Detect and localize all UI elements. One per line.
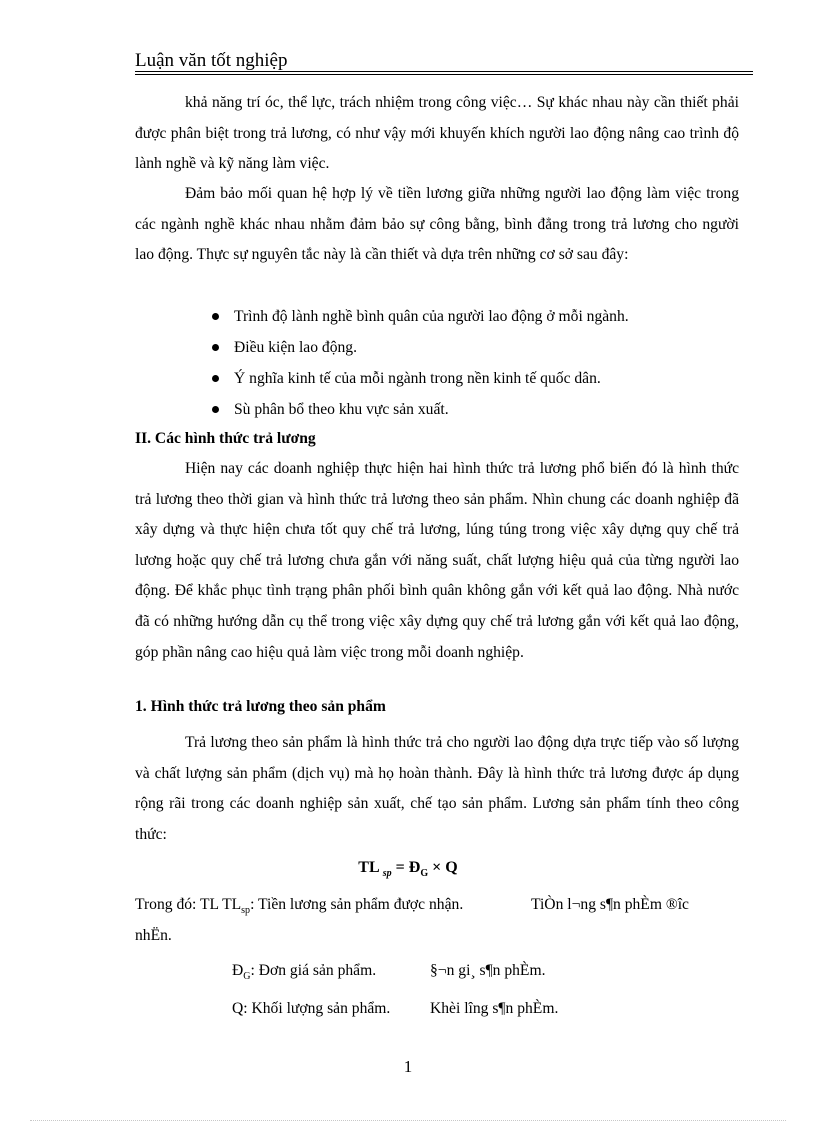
bullet-list — [210, 301, 740, 425]
legend-tl2: TL — [218, 896, 242, 913]
paragraph-1: khả năng trí óc, thể lực, trách nhiệm trong công việc… Sự khác nhau này cần thiết phải được phân biệt trong trả lương, có như vậy mới khuyến khích người lao động nâng cao trình độ lành nghề và kỹ năng làm việc. — [135, 94, 739, 173]
formula-lhs-sub: sp — [382, 868, 392, 880]
bullet-text: Ý nghĩa kinh tế của mỗi ngành trong nền kinh tế quốc dân. — [234, 370, 601, 387]
legend-dg-garbled: §¬n gi¸ s¶n phÈm. — [430, 962, 546, 979]
formula-lhs: TL — [358, 859, 379, 876]
header-title: Luận văn tốt nghiệp — [135, 50, 288, 71]
formula-rhs: × Q — [428, 859, 458, 876]
legend-dg-desc: : Đơn giá sản phẩm. — [250, 962, 377, 979]
legend-tl-garbled: TiÒn l¬ng s¶n phÈm ®îc — [531, 896, 689, 913]
legend-tl — [135, 894, 463, 922]
section-heading-2: II. Các hình thức trả lương — [135, 430, 316, 447]
legend-dg — [232, 960, 376, 988]
bullet-item — [210, 332, 740, 363]
formula-eq: = Đ — [395, 859, 421, 876]
legend-dg-sub: G — [243, 971, 251, 983]
paragraph-4: Trả lương theo sản phẩm là hình thức trả cho người lao động dựa trực tiếp vào số lượng và chất lượng sản phẩm (dịch vụ) mà họ hoàn thành. Đây là hình thức trả lương được áp dụng rộng rãi trong các doanh nghiệp sản xuất, chế tạo sản phẩm. Lương sản phẩm tính theo công thức: — [135, 734, 739, 843]
section-heading-3: 1. Hình thức trả lương theo sản phẩm — [135, 698, 386, 715]
bullet-text: Điều kiện lao động. — [234, 339, 357, 356]
bullet-dot-icon — [212, 375, 219, 382]
bullet-item — [210, 363, 740, 394]
legend-intro: Trong đó: TL — [135, 896, 219, 913]
bullet-dot-icon — [212, 313, 219, 320]
paragraph-3: Hiện nay các doanh nghiệp thực hiện hai hình thức trả lương phổ biến đó là hình thức trả lương theo thời gian và hình thức trả lương theo sản phẩm. Nhìn chung các doanh nghiệp đã xây dựng và thực hiện chưa tốt quy chế trả lương, lúng túng trong việc xây dựng quy chế trả lương hoặc quy chế trả lương chưa gắn với năng suất, chất lượng hiệu quả của từng người lao động. Để khắc phục tình trạng phân phối bình quân không gắn với kết quả lao động. Nhà nước đã có những hướng dẫn cụ thể trong việc xây dựng quy chế trả lương gắn với kết quả lao động, góp phần nâng cao hiệu quả làm việc trong mỗi doanh nghiệp. — [135, 460, 739, 661]
paragraph-2: Đảm bảo mối quan hệ hợp lý về tiền lương giữa những người lao động làm việc trong các ngành nghề khác nhau nhằm đảm bảo sự công bằng, bình đẳng trong trả lương cho người lao động. Thực sự nguyên tắc này là cần thiết và dựa trên những cơ sở sau đây: — [135, 185, 739, 264]
bullet-text: Trình độ lành nghề bình quân của người lao động ở mỗi ngành. — [234, 308, 629, 325]
legend-tl-sub: sp — [241, 905, 251, 917]
page-number: 1 — [403, 1057, 413, 1076]
bullet-dot-icon — [212, 406, 219, 413]
page-bottom-border — [30, 1120, 786, 1121]
legend-q-garbled: Khèi lîng s¶n phÈm. — [430, 1000, 559, 1017]
legend-tl-garbled-2: nhËn. — [135, 927, 172, 944]
bullet-item — [210, 394, 740, 425]
legend-tl-desc: : Tiền lương sản phẩm được nhận. — [250, 896, 464, 913]
legend-dg-letter: Đ — [232, 962, 244, 979]
header-rule-thin — [135, 74, 753, 75]
salary-formula — [0, 856, 816, 886]
bullet-text: Sù phân bổ theo khu vực sản xuất. — [234, 401, 449, 418]
bullet-dot-icon — [212, 344, 219, 351]
legend-q: Q: Khối lượng sản phẩm. — [232, 1000, 391, 1017]
bullet-item — [210, 301, 740, 332]
header-rule-thick — [135, 71, 753, 72]
formula-g-sub: G — [420, 868, 429, 880]
